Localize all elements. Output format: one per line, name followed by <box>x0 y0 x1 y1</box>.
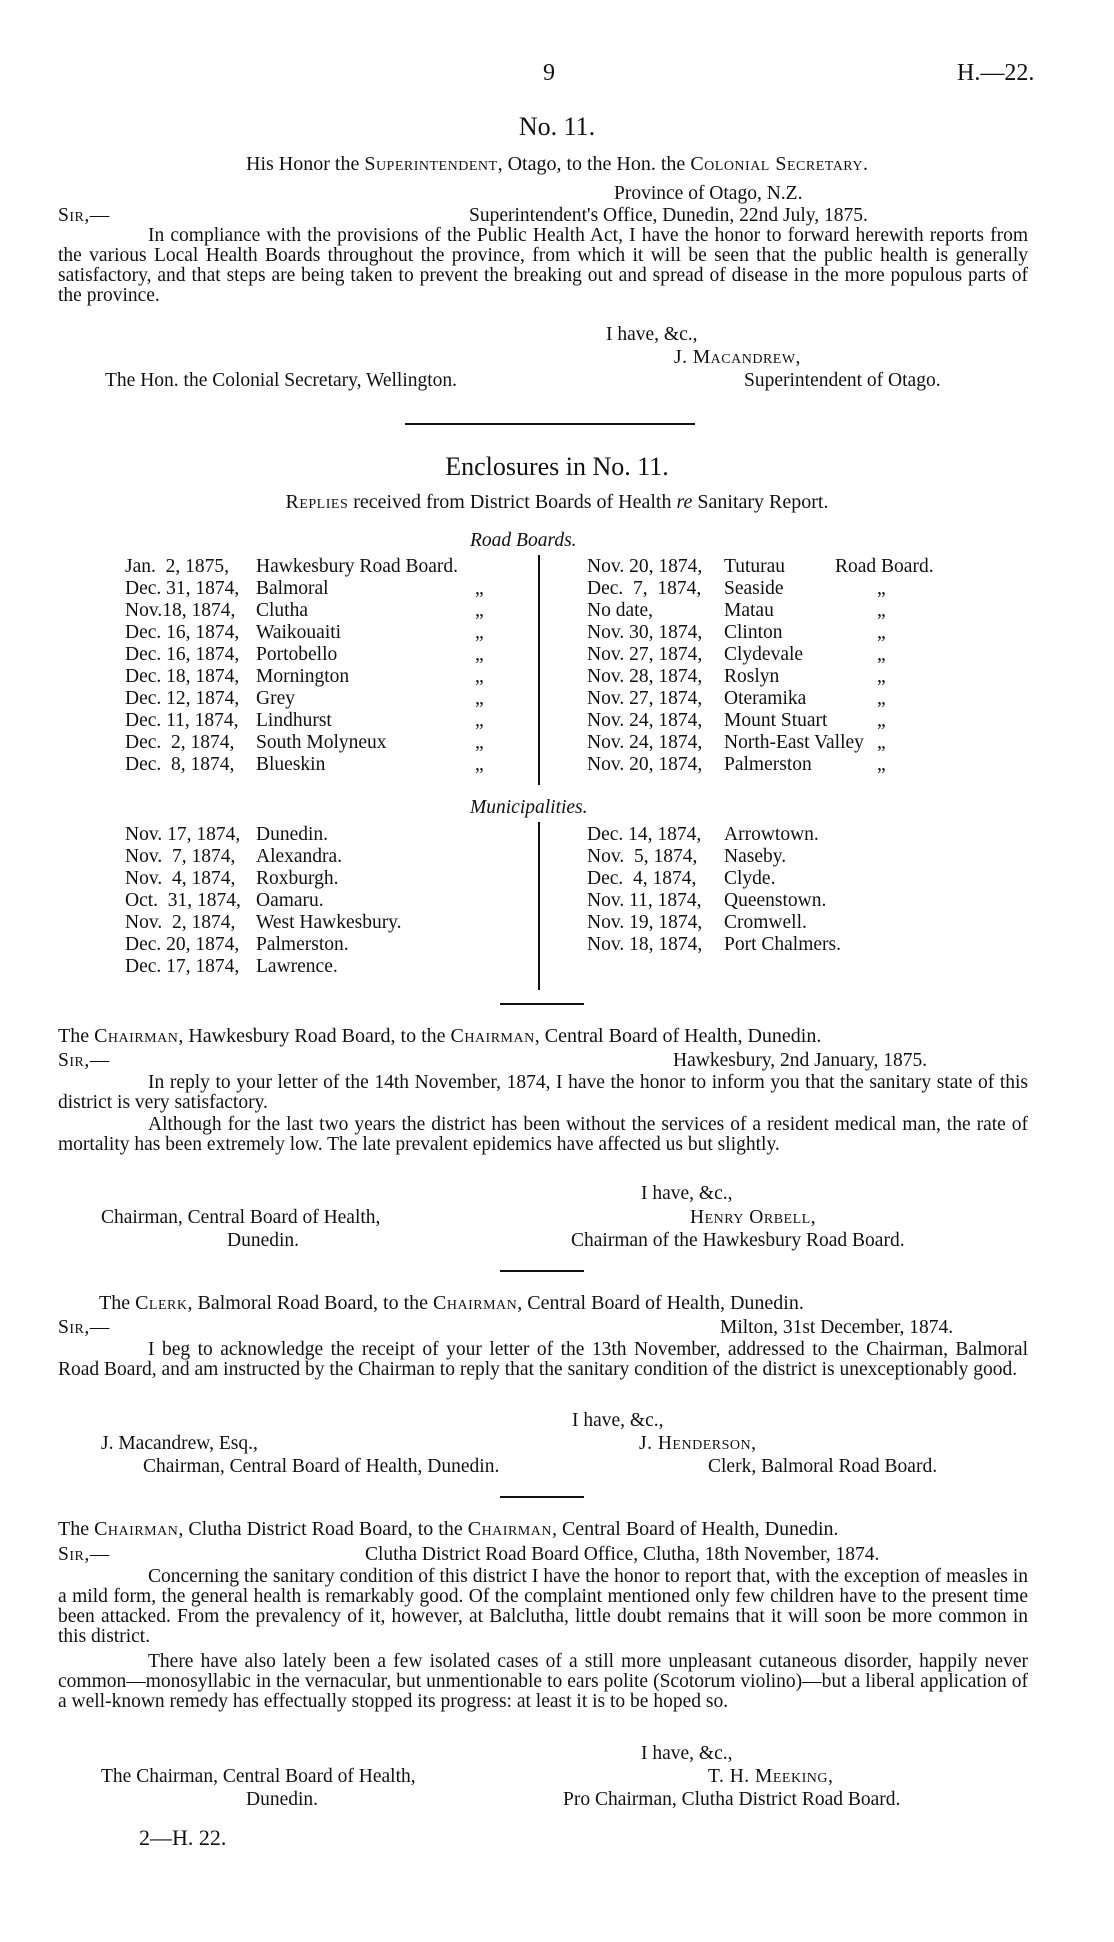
municipalities-divider <box>538 822 540 990</box>
municipalities-heading: Municipalities. <box>470 797 588 818</box>
entry-date: Nov. 24, 1874, <box>587 710 703 731</box>
page-number: 9 <box>543 60 555 86</box>
entry-name: Clinton <box>724 622 783 643</box>
letter-place: Province of Otago, N.Z. <box>614 183 803 204</box>
clutha-title: Pro Chairman, Clutha District Road Board. <box>563 1789 901 1810</box>
road-board-entry <box>587 732 1007 754</box>
clutha-paragraph-1: Concerning the sanitary condition of this district I have the honor to report that, with the exception of measles in a mild form, the general health is remarkably good. Of the complaint mentioned only few children have to the present time been attacked. From the prevalency of it, however, at Balclutha, little doubt remains that it will soon be more common in this district. <box>58 1566 1028 1647</box>
entry-date: Oct. 31, 1874, <box>125 890 241 911</box>
letter-title: Superintendent of Otago. <box>744 370 941 391</box>
entry-date: Nov. 20, 1874, <box>587 754 703 775</box>
hawkesbury-salutation: Sir,— <box>58 1050 110 1071</box>
municipalities-right-column <box>587 824 1007 956</box>
entry-name: Balmoral <box>256 578 329 599</box>
entry-date: Jan. 2, 1875, <box>125 556 229 577</box>
road-board-entry <box>587 578 1007 600</box>
hawkesbury-letter-heading: The Chairman, Hawkesbury Road Board, to the Chairman, Central Board of Health, Dunedin. <box>58 1025 822 1047</box>
road-boards-right-column <box>587 556 1007 776</box>
municipality-entry <box>125 846 525 868</box>
entry-date: Dec. 17, 1874, <box>125 956 240 977</box>
hawkesbury-signature: Henry Orbell, <box>690 1207 817 1228</box>
entry-name: Oamaru. <box>256 890 324 911</box>
entry-date: Nov. 24, 1874, <box>587 732 703 753</box>
entry-name: Portobello <box>256 644 338 665</box>
entry-suffix: „ <box>475 622 484 643</box>
entry-date: Nov. 30, 1874, <box>587 622 703 643</box>
entry-date: Dec. 16, 1874, <box>125 644 240 665</box>
entry-date: Nov. 2, 1874, <box>125 912 236 933</box>
road-board-entry <box>125 556 525 578</box>
entry-suffix: „ <box>877 578 886 599</box>
entry-suffix: „ <box>475 600 484 621</box>
entry-suffix: „ <box>877 710 886 731</box>
entry-date: Nov. 19, 1874, <box>587 912 703 933</box>
entry-date: Dec. 20, 1874, <box>125 934 240 955</box>
entry-name: Cromwell. <box>724 912 807 933</box>
road-board-entry <box>125 754 525 776</box>
clutha-closing: I have, &c., <box>641 1743 733 1764</box>
entry-name: Naseby. <box>724 846 787 867</box>
entry-name: Port Chalmers. <box>724 934 841 955</box>
letter-number: No. 11. <box>518 112 596 141</box>
entry-name: Mount Stuart <box>724 710 828 731</box>
entry-suffix: „ <box>475 578 484 599</box>
entry-date: Dec. 4, 1874, <box>587 868 697 889</box>
municipality-entry <box>587 824 1007 846</box>
entry-name: Oteramika <box>724 688 807 709</box>
road-boards-heading: Road Boards. <box>470 530 577 551</box>
letter-closing: I have, &c., <box>606 324 698 345</box>
entry-name: Palmerston <box>724 754 812 775</box>
road-board-entry <box>125 666 525 688</box>
entry-date: No date, <box>587 600 654 621</box>
road-board-entry <box>125 732 525 754</box>
entry-suffix: „ <box>475 666 484 687</box>
entry-suffix: Road Board. <box>835 556 934 577</box>
road-board-entry <box>587 688 1007 710</box>
entry-name: North-East Valley <box>724 732 864 753</box>
entry-date: Nov. 7, 1874, <box>125 846 236 867</box>
entry-name: Tuturau <box>724 556 786 577</box>
entry-date: Nov. 27, 1874, <box>587 644 703 665</box>
entry-name: South Molyneux <box>256 732 387 753</box>
entry-name: Waikouaiti <box>256 622 342 643</box>
entry-date: Dec. 11, 1874, <box>125 710 239 731</box>
hawkesbury-addressee-line-2: Dunedin. <box>227 1230 300 1251</box>
section-divider <box>405 423 695 425</box>
municipality-entry <box>587 846 1007 868</box>
letter-signature: J. Macandrew, <box>674 347 801 368</box>
entry-date: Dec. 16, 1874, <box>125 622 240 643</box>
hawkesbury-addressee-line-1: Chairman, Central Board of Health, <box>101 1207 381 1228</box>
clutha-addressee-line-1: The Chairman, Central Board of Health, <box>101 1766 416 1787</box>
entry-name: Clutha <box>256 600 308 621</box>
entry-suffix: „ <box>877 688 886 709</box>
letter-heading: His Honor the Superintendent, Otago, to the Hon. the Colonial Secretary. <box>246 153 868 175</box>
entry-date: Dec. 2, 1874, <box>125 732 235 753</box>
balmoral-addressee-line-2: Chairman, Central Board of Health, Dunedin. <box>143 1456 500 1477</box>
entry-suffix: „ <box>877 666 886 687</box>
entry-name: Clyde. <box>724 868 776 889</box>
entry-suffix: „ <box>877 732 886 753</box>
entry-suffix: „ <box>475 754 484 775</box>
municipality-entry <box>125 868 525 890</box>
municipality-entry <box>587 868 1007 890</box>
entry-date: Nov. 5, 1874, <box>587 846 698 867</box>
entry-name: Seaside <box>724 578 784 599</box>
entry-date: Nov. 18, 1874, <box>587 934 703 955</box>
entry-name: Alexandra. <box>256 846 343 867</box>
clutha-place: Clutha District Road Board Office, Clutha, 18th November, 1874. <box>365 1544 880 1565</box>
municipality-entry <box>125 934 525 956</box>
road-boards-left-column <box>125 556 525 776</box>
hawkesbury-closing: I have, &c., <box>641 1183 733 1204</box>
letter-body: In compliance with the provisions of the Public Health Act, I have the honor to forward herewith reports from the various Local Health Boards throughout the province, from which it will be seen that the public health is generally satisfactory, and that steps are being taken to prevent the breaking out and spread of disease in the more populous parts of the province. <box>58 225 1028 306</box>
balmoral-salutation: Sir,— <box>58 1317 110 1338</box>
clutha-salutation: Sir,— <box>58 1544 110 1565</box>
entry-date: Nov. 17, 1874, <box>125 824 241 845</box>
municipalities-left-column <box>125 824 525 978</box>
entry-date: Nov. 28, 1874, <box>587 666 703 687</box>
entry-date: Dec. 14, 1874, <box>587 824 702 845</box>
road-board-entry <box>587 600 1007 622</box>
entry-suffix: „ <box>475 710 484 731</box>
entry-suffix: „ <box>475 688 484 709</box>
entry-name: Palmerston. <box>256 934 349 955</box>
section-divider <box>500 1496 584 1498</box>
hawkesbury-place: Hawkesbury, 2nd January, 1875. <box>673 1050 928 1071</box>
entry-name: Lawrence. <box>256 956 338 977</box>
road-board-entry <box>125 600 525 622</box>
municipality-entry <box>125 890 525 912</box>
municipality-entry <box>587 890 1007 912</box>
balmoral-signature: J. Henderson, <box>639 1433 757 1454</box>
road-board-entry <box>587 644 1007 666</box>
enclosures-heading: Enclosures in No. 11. <box>445 452 669 481</box>
road-board-entry <box>587 666 1007 688</box>
entry-name: Hawkesbury Road Board. <box>256 556 458 577</box>
hawkesbury-title: Chairman of the Hawkesbury Road Board. <box>571 1230 905 1251</box>
entry-suffix: „ <box>877 754 886 775</box>
clutha-addressee-line-2: Dunedin. <box>246 1789 319 1810</box>
section-divider <box>500 1270 584 1272</box>
entry-name: Matau <box>724 600 774 621</box>
clutha-paragraph-2: There have also lately been a few isolated cases of a still more unpleasant cutaneous disorder, happily never common—monosyllabic in the vernacular, but unmentionable to ears polite (Scotorum violino)—but a liberal application of a well-known remedy has effectually stopped its progress: at least it is to be hoped so. <box>58 1651 1028 1712</box>
municipality-entry <box>125 912 525 934</box>
balmoral-letter-heading: The Clerk, Balmoral Road Board, to the Chairman, Central Board of Health, Dunedin. <box>99 1292 804 1314</box>
road-boards-divider <box>538 555 540 785</box>
clutha-letter-heading: The Chairman, Clutha District Road Board, to the Chairman, Central Board of Health, Dunedin. <box>58 1518 839 1540</box>
municipality-entry <box>587 934 1007 956</box>
entry-date: Nov. 27, 1874, <box>587 688 703 709</box>
entry-suffix: „ <box>877 600 886 621</box>
entry-suffix: „ <box>877 644 886 665</box>
road-board-entry <box>125 578 525 600</box>
entry-date: Dec. 7, 1874, <box>587 578 702 599</box>
entry-name: Roxburgh. <box>256 868 339 889</box>
entry-date: Nov. 11, 1874, <box>587 890 702 911</box>
entry-date: Dec. 8, 1874, <box>125 754 235 775</box>
municipality-entry <box>587 912 1007 934</box>
balmoral-title: Clerk, Balmoral Road Board. <box>708 1456 938 1477</box>
entry-name: Roslyn <box>724 666 780 687</box>
road-board-entry <box>125 688 525 710</box>
road-board-entry <box>587 710 1007 732</box>
road-board-entry <box>587 556 1007 578</box>
section-divider <box>500 1003 584 1005</box>
road-board-entry <box>587 754 1007 776</box>
entry-name: Queenstown. <box>724 890 827 911</box>
hawkesbury-paragraph-1: In reply to your letter of the 14th November, 1874, I have the honor to inform you that the sanitary state of this district is very satisfactory. <box>58 1072 1028 1113</box>
balmoral-closing: I have, &c., <box>572 1410 664 1431</box>
entry-name: Arrowtown. <box>724 824 819 845</box>
municipality-entry <box>125 824 525 846</box>
entry-date: Nov.18, 1874, <box>125 600 236 621</box>
balmoral-place: Milton, 31st December, 1874. <box>720 1317 954 1338</box>
road-board-entry <box>125 644 525 666</box>
road-board-entry <box>587 622 1007 644</box>
letter-addressee: The Hon. the Colonial Secretary, Wellington. <box>105 370 458 391</box>
road-board-entry <box>125 622 525 644</box>
entry-name: West Hawkesbury. <box>256 912 402 933</box>
entry-suffix: „ <box>877 622 886 643</box>
clutha-signature: T. H. Meeking, <box>708 1766 834 1787</box>
entry-name: Grey <box>256 688 295 709</box>
entry-date: Dec. 18, 1874, <box>125 666 240 687</box>
entry-suffix: „ <box>475 732 484 753</box>
entry-name: Dunedin. <box>256 824 329 845</box>
hawkesbury-paragraph-2: Although for the last two years the district has been without the services of a resident medical man, the rate of mortality has been extremely low. The late prevalent epidemics have affected us but slightly. <box>58 1114 1028 1155</box>
balmoral-paragraph-1: I beg to acknowledge the receipt of your letter of the 13th November, addressed to the Chairman, Balmoral Road Board, and am instructed by the Chairman to reply that the sanitary condition of the district is unexceptionably good. <box>58 1339 1028 1380</box>
paper-reference: H.—22. <box>957 60 1035 86</box>
entry-date: Nov. 4, 1874, <box>125 868 236 889</box>
balmoral-addressee-line-1: J. Macandrew, Esq., <box>101 1433 258 1454</box>
letter-salutation: Sir,— <box>58 205 110 226</box>
entry-date: Dec. 31, 1874, <box>125 578 240 599</box>
entry-suffix: „ <box>475 644 484 665</box>
road-board-entry <box>125 710 525 732</box>
entry-name: Blueskin <box>256 754 326 775</box>
entry-date: Dec. 12, 1874, <box>125 688 240 709</box>
entry-date: Nov. 20, 1874, <box>587 556 703 577</box>
entry-name: Mornington <box>256 666 350 687</box>
municipality-entry <box>125 956 525 978</box>
entry-name: Lindhurst <box>256 710 332 731</box>
signature-mark: 2—H. 22. <box>139 1825 227 1850</box>
letter-office: Superintendent's Office, Dunedin, 22nd July, 1875. <box>469 205 868 226</box>
enclosures-subheading: Replies received from District Boards of Health re Sanitary Report. <box>285 491 829 513</box>
entry-name: Clydevale <box>724 644 804 665</box>
